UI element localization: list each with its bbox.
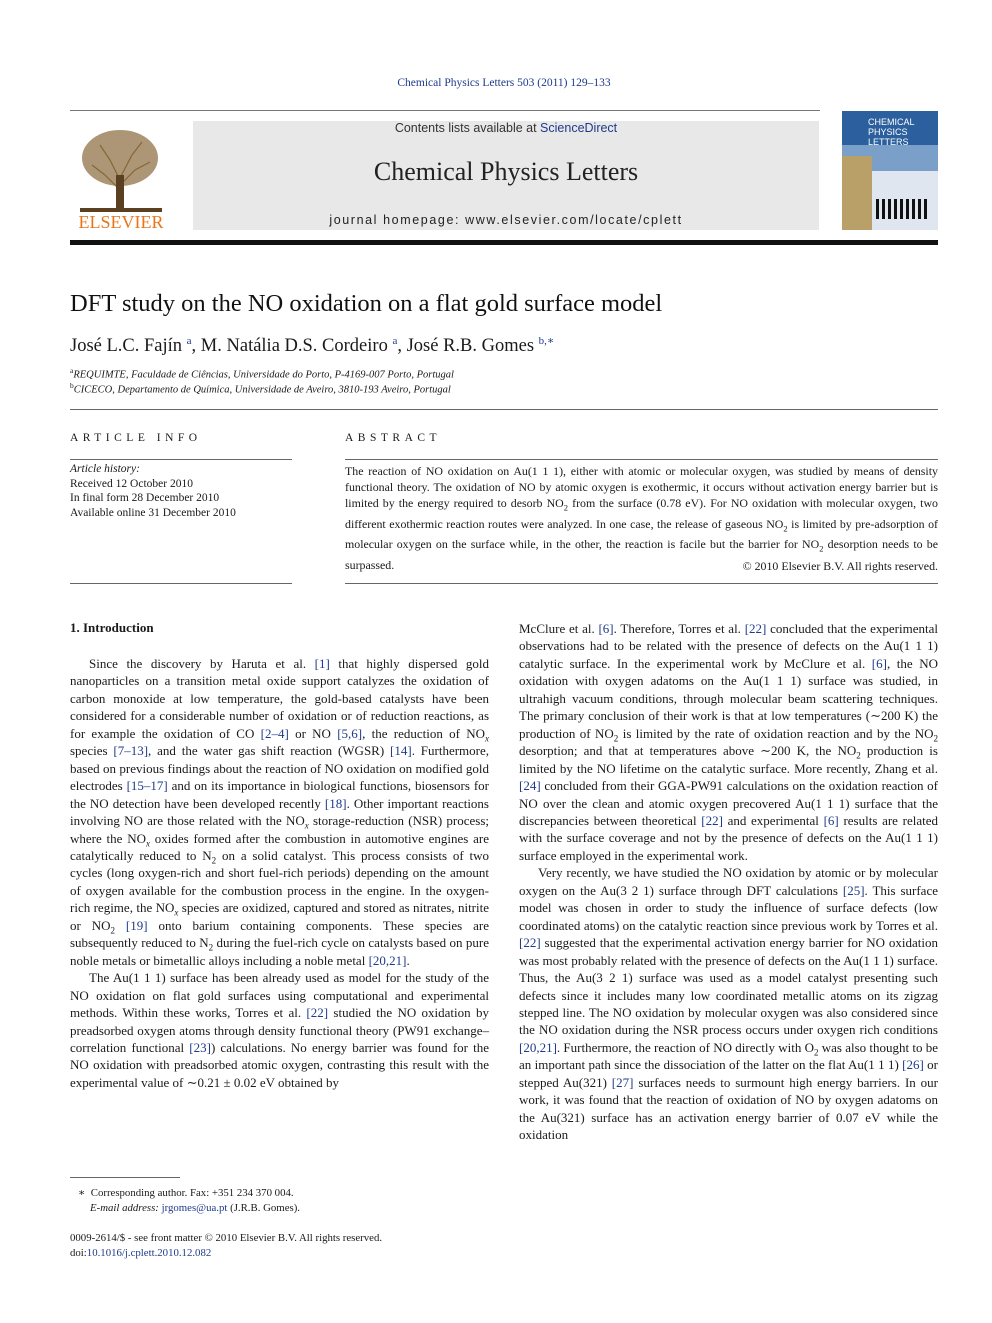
elsevier-wordmark: ELSEVIER [78,212,164,232]
doi-link[interactable]: 10.1016/j.cplett.2010.12.082 [86,1246,212,1259]
journal-cover-image [842,111,938,230]
author-name: M. Natália D.S. Cordeiro [200,336,388,357]
paragraph: The Au(1 1 1) surface has been already used as model for the study of the NO oxidation on flat gold surfaces using computational and experimental methods. Within these works, Torres et al. [22] studied the NO oxidation by preadsorbed oxygen atoms through density functional theory (PW91 exchange–correlation functional [23]) calculations. No energy barrier was found for the NO oxidation with preadsorbed atomic oxygen, contrasting this result with the experimental value of ∼0.21 ± 0.02 eV obtained by [70,970,489,1090]
article-info-heading: ARTICLE INFO [70,432,202,444]
elsevier-logo [70,120,172,232]
contents-prefix: Contents lists available at [394,121,541,135]
contents-line [193,121,819,135]
article-info-bottom-rule [70,583,292,584]
paper-title: DFT study on the NO oxidation on a flat gold surface model [70,290,663,317]
abstract-rule [345,459,938,460]
corresponding-author-footnote: ∗ Corresponding author. Fax: +351 234 370 004. E-mail address: jrgomes@ua.pt (J.R.B. Gomes). [78,1187,300,1214]
author-list: José L.C. Fajín $^a$, M. Natália D.S. Cordeiro $^a$, José R.B. Gomes $^{b,∗}$ [70,335,555,357]
abstract-copyright: © 2010 Elsevier B.V. All rights reserved. [742,559,938,573]
svg-text:LETTERS: LETTERS [868,137,909,147]
article-info-rule [70,459,292,460]
abstract-bottom-rule [345,583,938,584]
title-divider [70,409,938,410]
affiliation-a: $^a$REQUIMTE, Faculdade de Ciências, Universidade do Porto, P-4169-007 Porto, Portugal [70,366,454,381]
author-affil-mark[interactable]: a [392,335,398,347]
article-history [70,462,292,520]
svg-text:PHYSICS: PHYSICS [868,127,908,137]
abstract-text: The reaction of NO oxidation on Au(1 1 1), either with atomic or molecular oxygen, was studied by means of density functional theory. The oxidation of NO by atomic oxygen is exothermic, it occurs without activation energy barrier but is limited by the energy required to desorb $NO_2$ from the surface (0.78 eV). For NO oxidation with molecular oxygen, two different exothermic reaction routes were analyzed. In one case, the release of gaseous $NO_2$ is limited by pre-adsorption of molecular oxygen on the surface while, in the other, the reaction is facile but the barrier for $NO_2$ desorption needs to be surpassed. [345,464,938,572]
issn-line: 0009-2614/$ - see front matter © 2010 Elsevier B.V. All rights reserved. [70,1232,383,1244]
body-left-column [70,655,489,1091]
history-label: Article history: [70,463,140,475]
author-name: José L.C. Fajín [70,336,183,357]
received-date: Received 12 October 2010 [70,477,193,490]
body-right-column [519,620,938,1144]
paragraph: Since the discovery by Haruta et al. [1] that highly dispersed gold nanoparticles on a transition metal oxide support catalyzes the oxidation of carbon monoxide at low temperature, the gold-based catalysts have been considered for a considerable number of oxidation or of reduction reactions, as for example the oxidation of CO [2–4] or NO [5,6], the reduction of $NO_x$ species [7–13], and the water gas shift reaction (WGSR) [14]. Furthermore, based on previous findings about the reaction of NO oxidation on modified gold electrodes [15–17] and on its importance in biological functions, biosensors for the NO detection have been developed recently [18]. Other important reactions involving NO are those related with the $NO_x$ storage-reduction (NSR) process; where the $NO_x$ oxides formed after the combustion in automotive engines are catalytically reduced to $N_2$ on a solid catalyst. This process consists of two cycles (long oxygen-rich and short fuel-rich periods) depending on the amount of oxygen available for the combustion process in the engine. In the oxygen-rich regime, the $NO_x$ species are oxidized, captured and stored as nitrates, nitrite or $NO_2$ [19] onto barium containing components. These species are subsequently reduced to $N_2$ during the fuel-rich cycle on catalysts based on pure noble metals or bimetallic alloys including a noble metal [20,21]. [70,656,490,968]
email-link[interactable]: jrgomes@ua.pt [161,1201,228,1214]
journal-title: Chemical Physics Letters [373,157,639,186]
affiliation-b: $^b$CICECO, Departamento de Química, Universidade de Aveiro, 3810-193 Aveiro, Portugal [70,381,451,396]
header-thick-rule [70,240,938,245]
journal-reference[interactable]: Chemical Physics Letters 503 (2011) 129–133 [397,77,611,89]
online-date: Available online 31 December 2010 [70,506,236,519]
svg-text:CHEMICAL: CHEMICAL [868,117,915,127]
abstract-heading: ABSTRACT [345,432,442,444]
author-affil-mark[interactable]: b,∗ [538,335,555,347]
issn-doi-block: 0009-2614/$ - see front matter © 2010 Elsevier B.V. All rights reserved. doi:10.1016/j.cplett.2010.12.082 [70,1231,490,1260]
footnote-rule [70,1177,180,1178]
section-heading: 1. Introduction [70,620,154,635]
paragraph: Very recently, we have studied the NO oxidation by atomic or by molecular oxygen on the Au(3 2 1) surface through DFT calculations [25]. This surface model was chosen in order to study the influence of surface defects (low coordinated atoms) on the catalytic reaction since previous work by Torres et al. [22] suggested that the experimental activation energy barrier for NO oxidation was most probably related with the presence of defects on the Au(1 1 1) surface. Thus, the Au(3 2 1) surface was used as a model catalyst presenting such defects since it includes many low coordinated metallic atoms on its zigzag stepped line. The NO oxidation by molecular oxygen was also considered since the NO oxidation during the NSR process occurs under oxygen rich conditions [20,21]. Furthermore, the reaction of NO directly with $O_2$ was also thought to be an important path since the dissociation of the latter on the flat Au(1 1 1) [26] or stepped Au(321) [27] surfaces needs to surmount high energy barriers. In our work, it was found that the reaction of oxidation of NO by oxygen adatoms on the Au(321) surface has an activation energy barrier of 0.07 eV while the oxidation [519,865,939,1143]
revised-date: In final form 28 December 2010 [70,492,220,505]
paragraph: McClure et al. [6]. Therefore, Torres et al. [22] concluded that the experimental observations had to be related with the presence of defects on the Au(1 1 1) catalytic surface. In the experimental work by McClure et al. [6], the NO oxidation with oxygen adatoms on the Au(1 1 1) surface was studied, in ultrahigh vacuum conditions, through molecular beam scattering techniques. The primary conclusion of their work is that at low temperatures (∼200 K) the production of $NO_2$ is limited by the rate of oxidation reaction and by the $NO_2$ desorption; and that at temperatures above ∼200 K, the $NO_2$ production is limited by the NO lifetime on the catalytic surface. More recently, Zhang et al. [24] concluded from their GGA-PW91 calculations on the oxidation reaction of NO over the clean and atomic oxygen precovered Au(1 1 1) surface that the discrepancies between theoretical [22] and experimental [6] results are related with the surface coverage and not by the presence of defects on the Au(1 1 1) surface employed in the experimental work. [519,621,938,863]
author-name: José R.B. Gomes [406,336,535,357]
author-affil-mark[interactable]: a [186,335,192,347]
sciencedirect-link[interactable]: ScienceDirect [540,121,618,135]
header-divider [70,110,820,111]
journal-homepage[interactable]: journal homepage: www.elsevier.com/locate/cplett [329,213,683,227]
